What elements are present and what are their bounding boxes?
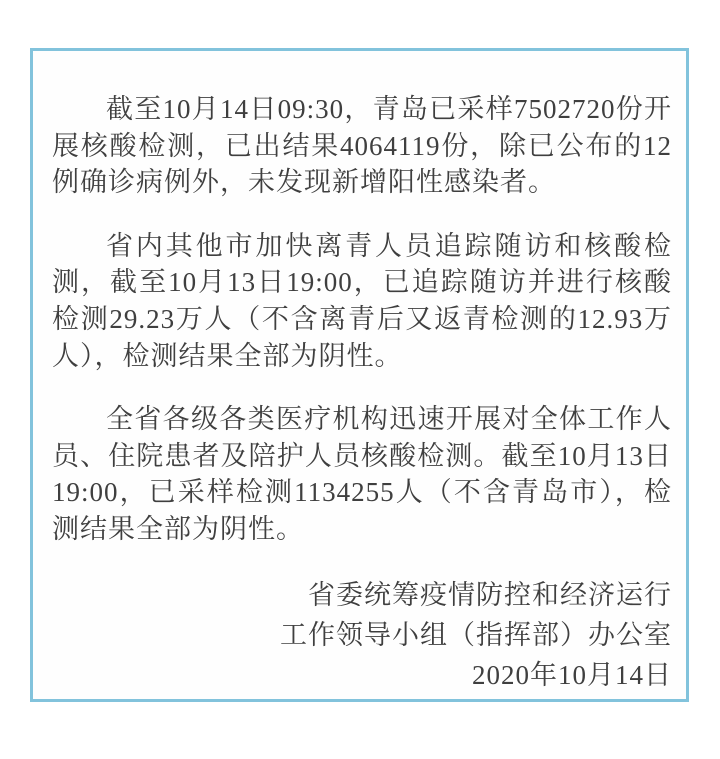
signature-org-line-2: 工作领导小组（指挥部）办公室 xyxy=(280,619,672,650)
paragraph-qingdao-sampling: 截至10月14日09:30，青岛已采样7502720份开展核酸检测，已出结果4064119份，除已公布的12例确诊病例外，未发现新增阳性感染者。 xyxy=(52,94,672,198)
signature-org-line-1: 省委统筹疫情防控和经济运行 xyxy=(308,579,672,610)
notice-border-box xyxy=(30,48,689,702)
paragraph-medical-institutions: 全省各级各类医疗机构迅速开展对全体工作人员、住院患者及陪护人员核酸检测。截至10月13日19:00，已采样检测1134255人（不含青岛市），检测结果全部为阴性。 xyxy=(52,404,672,544)
signature-block xyxy=(52,575,672,695)
paragraph-province-tracking: 省内其他市加快离青人员追踪随访和核酸检测，截至10月13日19:00，已追踪随访并进行核酸检测29.23万人（不含离青后又返青检测的12.93万人），检测结果全部为阴性。 xyxy=(52,230,672,371)
signature-date: 2020年10月14日 xyxy=(472,659,672,690)
